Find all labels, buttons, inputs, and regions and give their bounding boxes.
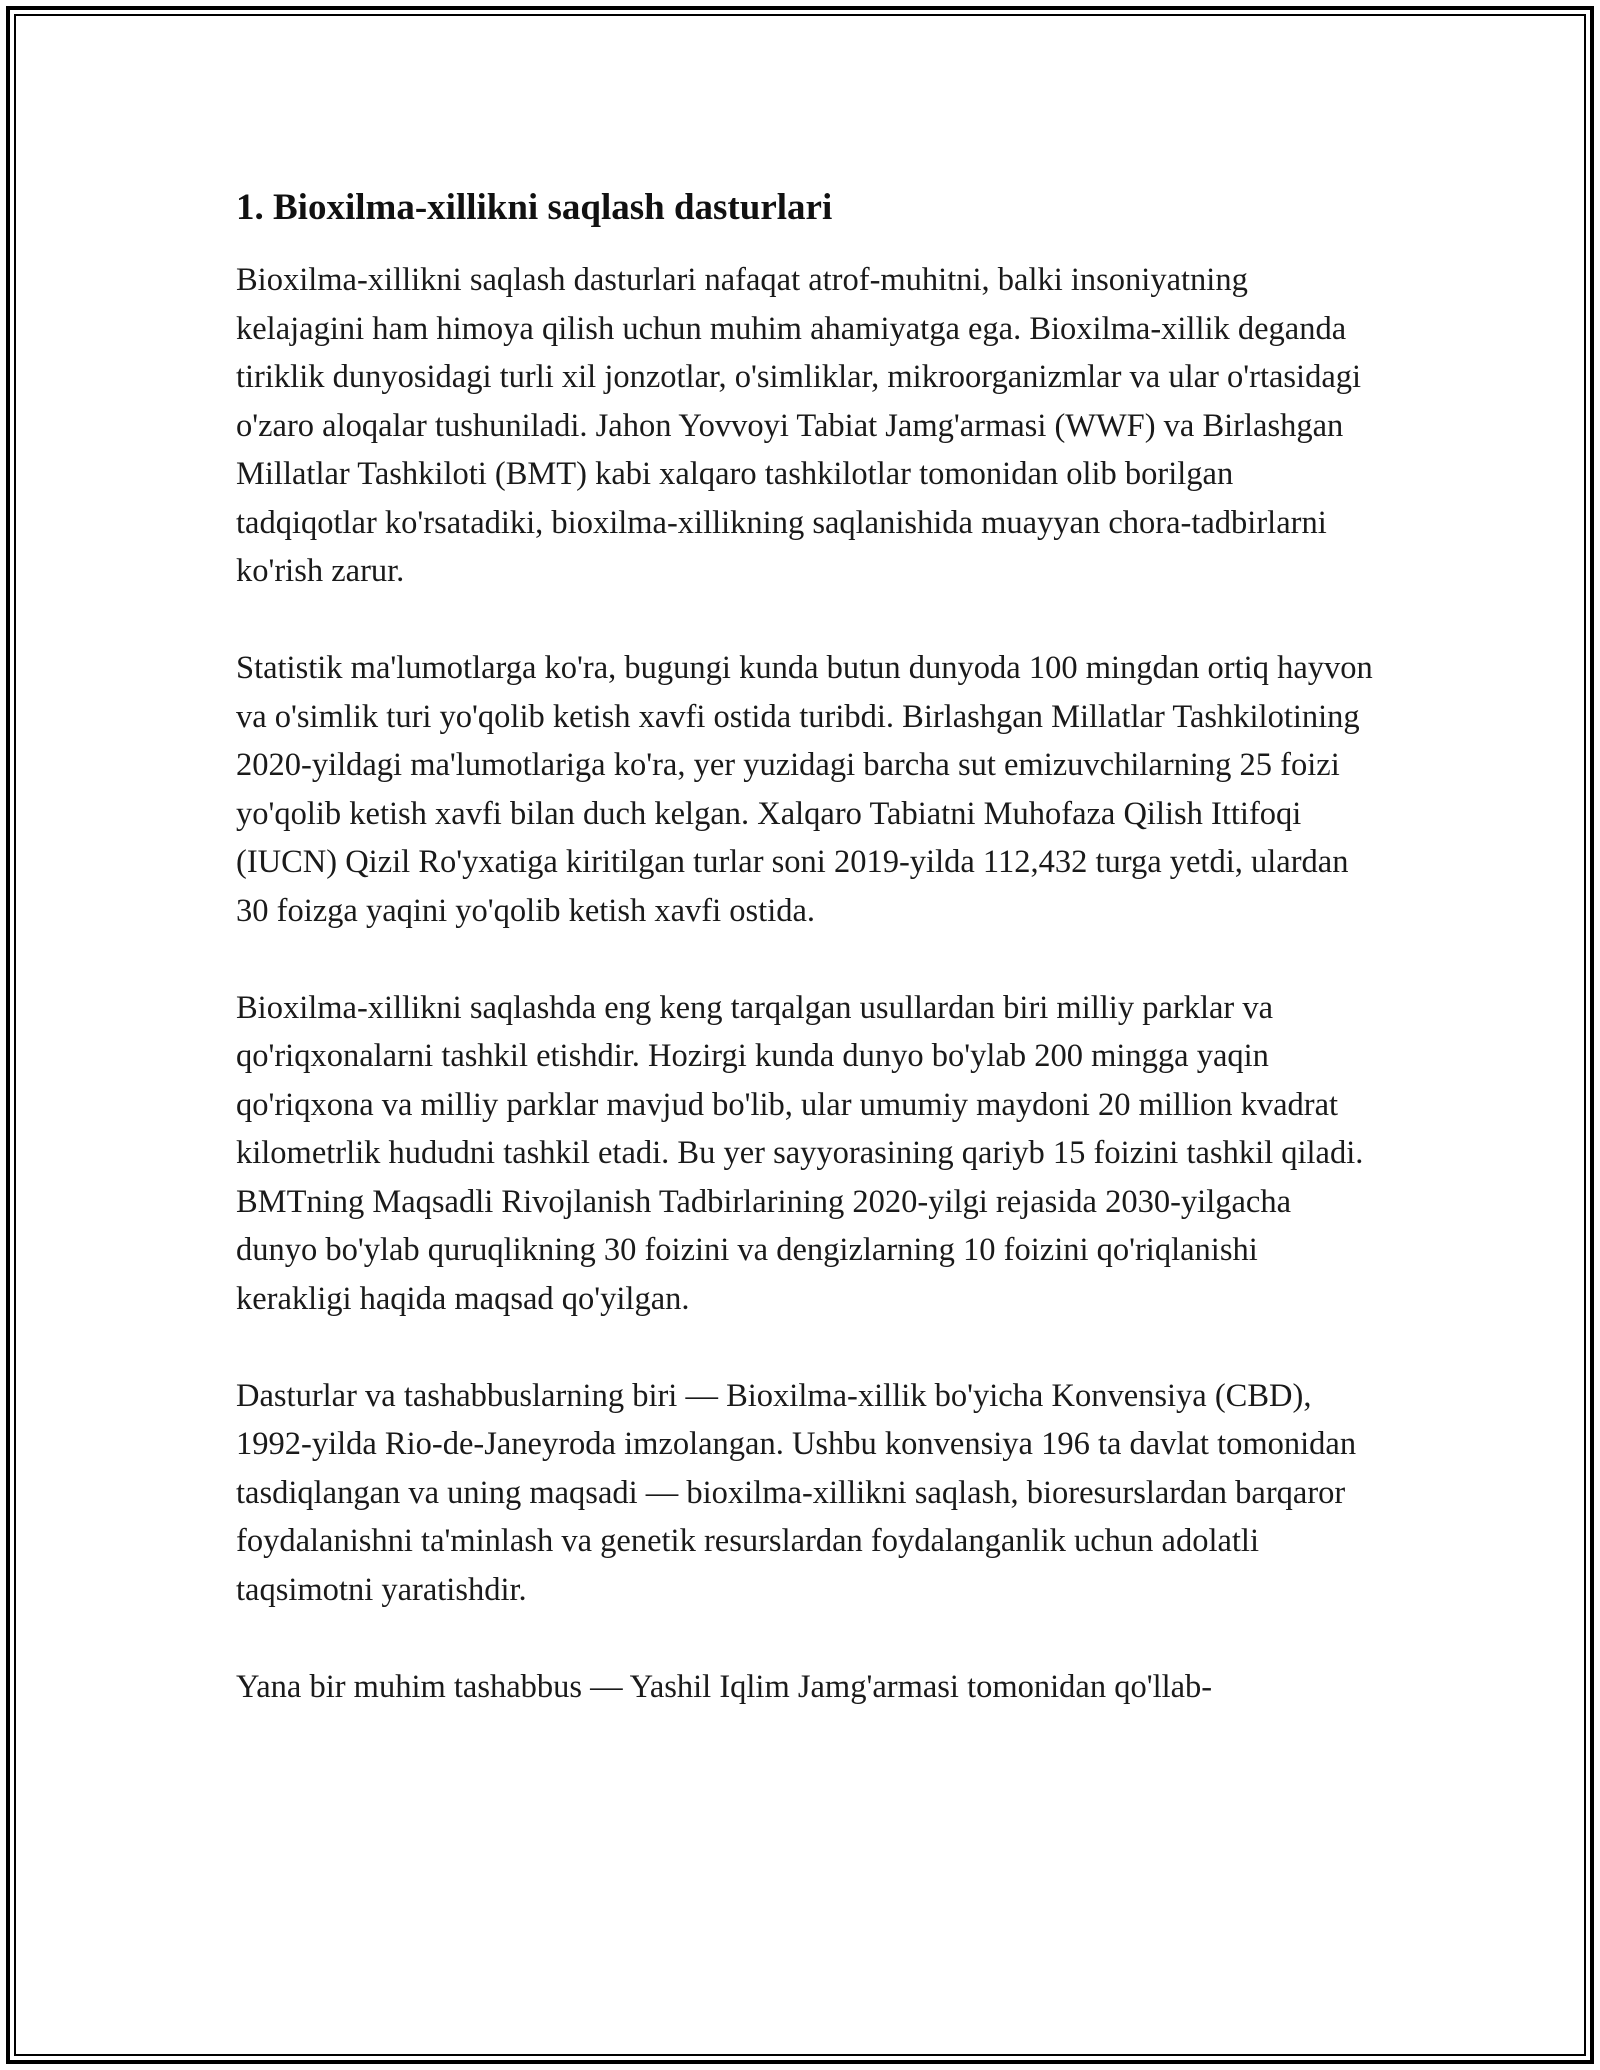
document-body — [236, 184, 1376, 1760]
paragraph-cbd-convention: Dasturlar va tashabbuslarning biri — Bioxilma-xillik bo'yicha Konvensiya (CBD), 1992-yilda Rio-de-Janeyroda imzolangan. Ushbu konvensiya 196 ta davlat tomonidan tasdiqlangan va uning maqsadi — bioxilma-xillikni saqlash, bioresurslardan barqaror foydalanishni ta'minlash va genetik resurslardan foydalanganlik uchun adolatli taqsimotni yaratishdir. — [236, 1377, 1357, 1608]
paragraph-statistics: Statistik ma'lumotlarga ko'ra, bugungi kunda butun dunyoda 100 mingdan ortiq hayvon va o'simlik turi yo'qolib ketish xavfi ostida turibdi. Birlashgan Millatlar Tashkilotining 2020-yildagi ma'lumotlariga ko'ra, yer yuzidagi barcha sut emizuvchilarning 25 foizi yo'qolib ketish xavfi bilan duch kelgan. Xalqaro Tabiatni Muhofaza Qilish Ittifoqi (IUCN) Qizil Ro'yxatiga kiritilgan turlar soni 2019-yilda 112,432 turga yetdi, ulardan 30 foizga yaqini yo'qolib ketish xavfi ostida. — [236, 650, 1373, 929]
paragraph-introduction: Bioxilma-xillikni saqlash dasturlari nafaqat atrof-muhitni, balki insoniyatning kelajagini ham himoya qilish uchun muhim ahamiyatga ega. Bioxilma-xillik deganda tiriklik dunyosidagi turli xil jonzotlar, o'simliklar, mikroorganizmlar va ular o'rtasidagi o'zaro aloqalar tushuniladi. Jahon Yovvoyi Tabiat Jamg'armasi (WWF) va Birlashgan Millatlar Tashkiloti (BMT) kabi xalqaro tashkilotlar tomonidan olib borilgan tadqiqotlar ko'rsatadiki, bioxilma-xillikning saqlanishida muayyan chora-tadbirlarni ko'rish zarur. — [236, 262, 1362, 589]
section-heading: 1. Bioxilma-xillikni saqlash dasturlari — [236, 187, 833, 228]
paragraph-protected-areas: Bioxilma-xillikni saqlashda eng keng tarqalgan usullardan biri milliy parklar va qo'riqxonalarni tashkil etishdir. Hozirgi kunda dunyo bo'ylab 200 mingga yaqin qo'riqxona va milliy parklar mavjud bo'lib, ular umumiy maydoni 20 million kvadrat kilometrlik hududni tashkil etadi. Bu yer sayyorasining qariyb 15 foizini tashkil qiladi. BMTning Maqsadli Rivojlanish Tadbirlarining 2020-yilgi rejasida 2030-yilgacha dunyo bo'ylab quruqlikning 30 foizini va dengizlarning 10 foizini qo'riqlanishi kerakligi haqida maqsad qo'yilgan. — [236, 989, 1364, 1317]
paragraph-green-climate-fund: Yana bir muhim tashabbus — Yashil Iqlim Jamg'armasi tomonidan qo'llab- — [236, 1668, 1213, 1705]
